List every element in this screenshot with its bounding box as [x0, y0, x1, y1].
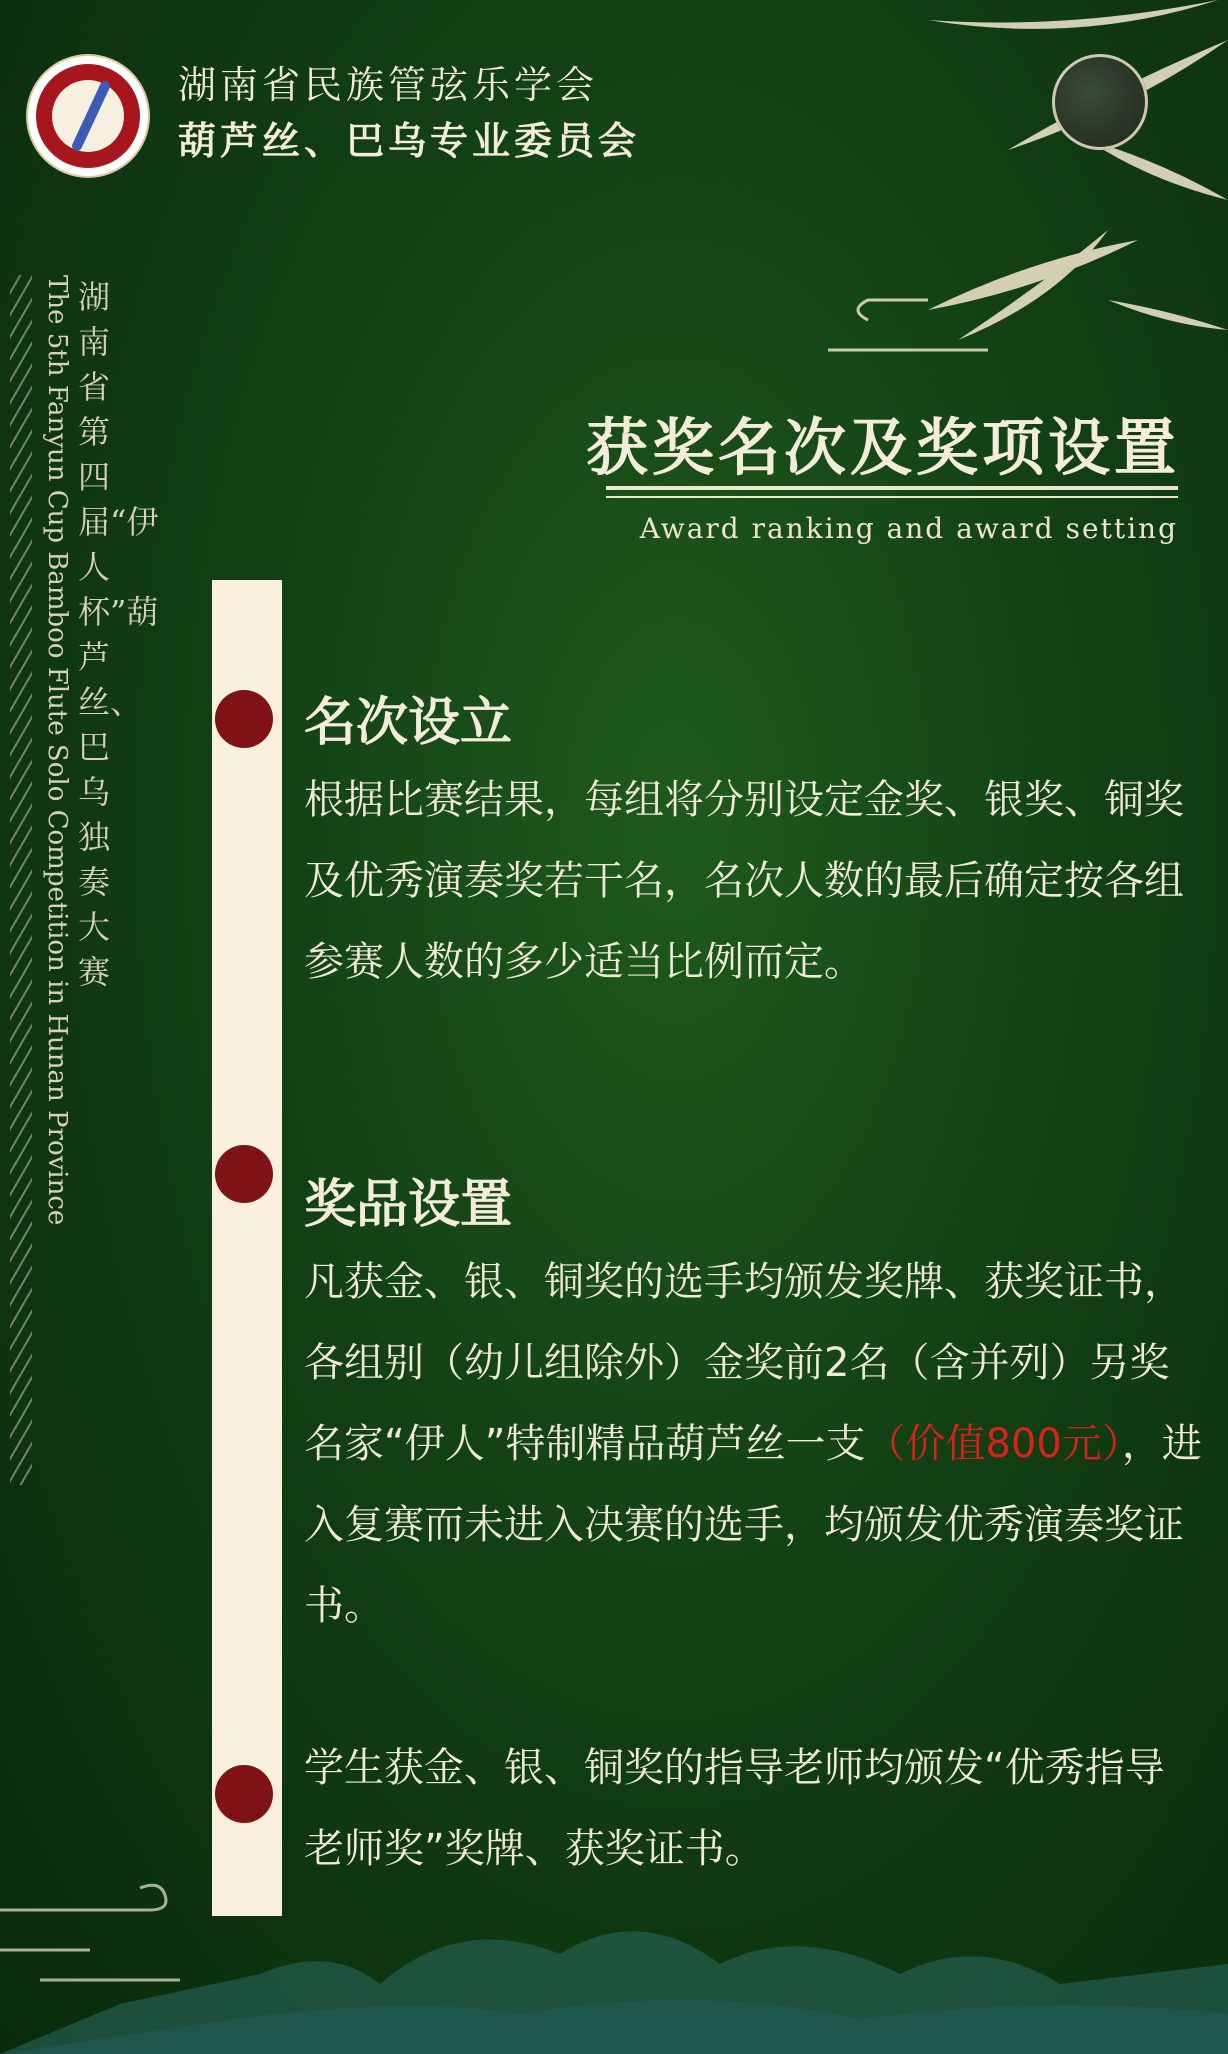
committee-name: 葫芦丝、巴乌专业委员会	[178, 118, 641, 163]
section-text-part: ，进入复赛而未进入决赛的选手，均颁发优秀演奏奖证书。	[304, 1421, 1202, 1629]
page-title: 获奖名次及奖项设置	[585, 411, 1180, 484]
bamboo-leaves-decoration	[808, 0, 1228, 420]
prize-value-highlight: （价值800元）	[865, 1421, 1122, 1467]
section-text	[304, 1242, 1204, 1647]
timeline-bar	[212, 580, 282, 1916]
side-caption-en: The 5th Fanyun Cup Bamboo Flute Solo Competition in Hunan Province	[42, 275, 72, 1226]
org-name: 湖南省民族管弦乐学会	[178, 63, 599, 107]
timeline-dot	[215, 1145, 273, 1203]
hatch-decoration	[10, 275, 32, 1485]
mountains-decoration	[0, 1854, 1228, 2054]
side-caption-cn: 湖南省第四届“伊人杯”葫芦丝、巴乌独奏大赛	[78, 278, 159, 991]
title-rule	[606, 496, 1178, 498]
timeline-dot	[215, 1765, 273, 1823]
section-heading: 名次设立	[304, 693, 513, 753]
section-text-part: 凡获金、银、铜奖的选手均颁发奖牌、获奖证书，各组别（幼儿组除外）金奖前2名（含并列）另奖名家“伊人”特制精品葫芦丝一支	[304, 1259, 1184, 1467]
timeline-dot	[215, 690, 273, 748]
moon-flute-icon	[1052, 54, 1148, 150]
association-logo	[28, 56, 148, 176]
section-text: 根据比赛结果，每组将分别设定金奖、银奖、铜奖及优秀演奏奖若干名，名次人数的最后确定按各组参赛人数的多少适当比例而定。	[304, 777, 1184, 985]
title-rule	[606, 486, 1178, 490]
header	[28, 48, 788, 178]
section-heading: 奖品设置	[304, 1175, 513, 1235]
page-subtitle: Award ranking and award setting	[639, 512, 1178, 545]
section-text: 学生获金、银、铜奖的指导老师均颁发“优秀指导老师奖”奖牌、获奖证书。	[304, 1745, 1165, 1872]
side-caption	[38, 275, 159, 1525]
